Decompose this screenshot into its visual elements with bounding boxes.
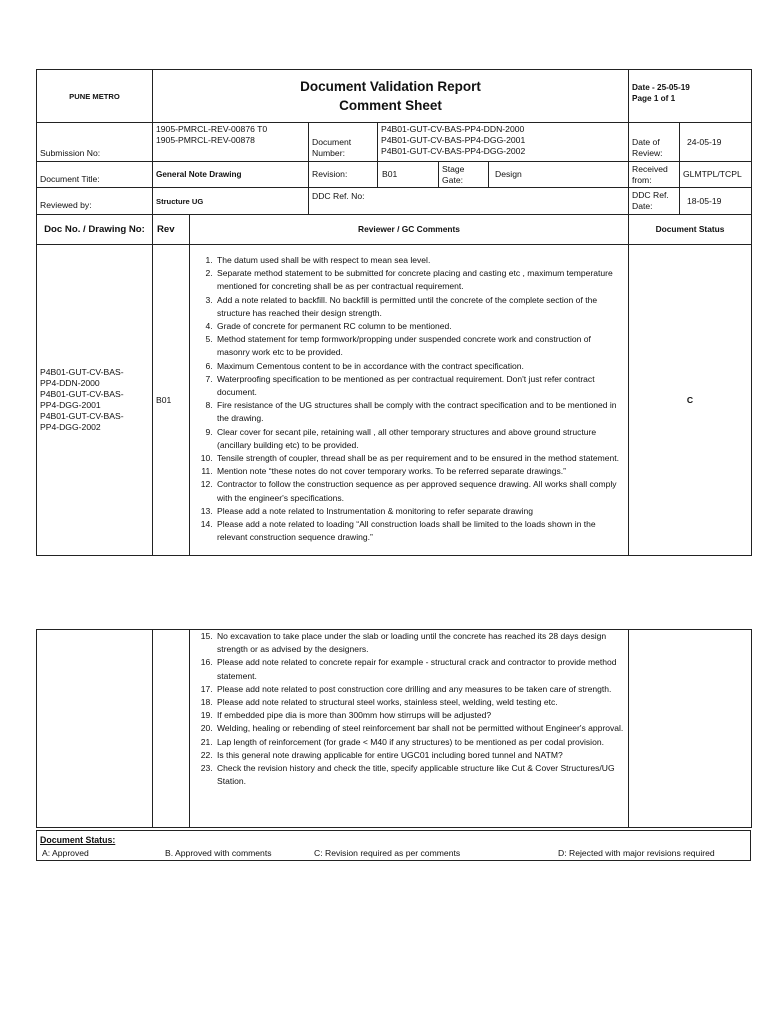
comment-item: 9. Clear cover for secant pile, retaining wall , all other temporary structures and above ground structure (ancillary building etc) to be provided. [215,426,622,452]
legend-revision-required: C: Revision required as per comments [314,848,461,858]
review-date-cell [629,123,752,162]
rev-value: B01 [153,245,190,556]
org-name: PUNE METRO [37,70,153,123]
doc-id-line: P4B01-GUT-CV-BAS- [40,367,124,377]
revision-label: Revision: [309,162,378,188]
comments-cell [190,245,629,556]
status-legend [36,830,751,861]
comment-item: 19. If embedded pipe dia is more than 300mm how stirrups will be adjusted? [215,709,625,722]
submission-value: 1905-PMRCL-REV-00878 [156,135,255,145]
ddc-ref-date-label-2: Date: [632,201,653,211]
comment-item: 6. Maximum Cementous content to be in accordance with the contract specification. [215,360,622,373]
page-number: Page 1 of 1 [632,94,676,103]
date-review-value: 24-05-19 [687,136,722,147]
comment-item: 12. Contractor to follow the construction sequence as per approved sequence drawing. All works shall comply with the engineer's specifications. [215,478,622,504]
doc-title-label: Document Title: [37,162,153,188]
comment-item: 8. Fire resistance of the UG structures shall be comply with the contract specification and to be mentioned in the drawing. [215,399,622,425]
stage-gate-label [439,162,489,188]
comments-cell-continued [190,630,629,828]
doc-id-line: PP4-DGG-2001 [40,400,101,410]
title-line-1: Document Validation Report [300,79,481,94]
doc-number: P4B01-GUT-CV-BAS-PP4-DGG-2001 [381,135,526,145]
doc-number: P4B01-GUT-CV-BAS-PP4-DDN-2000 [381,124,525,134]
doc-id-cell [37,245,153,556]
doc-title-value: General Note Drawing [153,162,309,188]
doc-id-line: P4B01-GUT-CV-BAS- [40,389,124,399]
legend-rejected: D: Rejected with major revisions required [558,848,715,858]
legend-approved-with-comments: B. Approved with comments [165,848,272,858]
status-cell-empty [629,630,752,828]
comment-item: 13. Please add a note related to Instrumentation & monitoring to refer separate drawing [215,505,622,518]
doc-numbers [378,123,629,162]
comment-item: 20. Welding, healing or rebending of steel reinforcement bar shall not be permitted without Engineer's approval. [215,722,625,735]
revision-value: B01 [378,162,439,188]
comment-item: 4. Grade of concrete for permanent RC column to be mentioned. [215,320,622,333]
continuation-table [36,629,752,828]
stage-gate-label-1: Stage [442,163,465,174]
comment-item: 17. Please add note related to post construction core drilling and any measures to be taken care of strength. [215,683,625,696]
comment-item: 10. Tensile strength of coupler, thread shall be as per requirement and to be ensured in the method statement. [215,452,622,465]
submission-values [153,123,309,162]
date-review-label-2: Review: [632,148,663,158]
ddc-ref-no-label: DDC Ref. No: [309,188,629,215]
doc-number: P4B01-GUT-CV-BAS-PP4-DGG-2002 [381,146,526,156]
status-value: C [629,245,752,556]
doc-id-line: PP4-DDN-2000 [40,378,100,388]
submission-value: 1905-PMRCL-REV-00876 T0 [156,124,268,134]
reviewed-by-label: Reviewed by: [37,188,153,215]
col-header-doc-no: Doc No. / Drawing No: [37,215,153,245]
comments-list [193,254,622,544]
date-review-label-1: Date of [632,137,660,147]
col-header-comments: Reviewer / GC Comments [190,215,629,245]
ddc-ref-date-label-1: DDC Ref. [632,190,669,200]
col-header-rev: Rev [153,215,190,245]
received-from-cell [629,162,752,188]
stage-gate-label-2: Gate: [442,174,464,185]
doc-number-label [309,123,378,162]
doc-number-label-2: Number: [312,148,345,158]
comment-item: 15. No excavation to take place under the slab or loading until the concrete has reached its 28 days design strength or as advised by the designers. [215,630,625,656]
comment-item: 18. Please add note related to structural steel works, stainless steel, welding, weld testing etc. [215,696,625,709]
comment-item: 14. Please add a note related to loading “All construction loads shall be limited to the loads shown in the relevant construction sequence drawing.” [215,518,622,544]
report-title [153,70,629,123]
ddc-ref-date-value: 18-05-19 [687,195,722,206]
reviewed-by-value: Structure UG [153,188,309,215]
comment-item: 3. Add a note related to backfill. No backfill is permitted until the concrete of the complete section of the structure has reached their design strength. [215,294,622,320]
comment-item: 22. Is this general note drawing applicable for entire UGC01 including bored tunnel and NATM? [215,749,625,762]
date-review-label [629,123,680,161]
validation-report-table [36,69,752,556]
legend-title: Document Status: [40,835,116,845]
comment-item: 23. Check the revision history and check the title, specify applicable structure like Cut & Cover Structures/UG Station. [215,762,625,788]
comments-list-continued [193,630,625,788]
legend-approved: A: Approved [42,848,89,858]
rev-cell-empty [153,630,190,828]
date-page-cell [629,70,752,123]
comment-item: 21. Lap length of reinforcement (for grade < M40 if any structures) to be mentioned as per codal provision. [215,736,625,749]
doc-id-line: PP4-DGG-2002 [40,422,101,432]
ddc-ref-date-label [629,188,680,214]
received-label-2: from: [632,174,652,185]
col-header-status: Document Status [629,215,752,245]
comment-item: 11. Mention note “these notes do not cover temporary works. To be referred separate drawings.” [215,465,622,478]
report-date: Date - 25-05-19 [632,83,690,92]
ddc-ref-date-cell [629,188,752,215]
doc-id-cell-empty [37,630,153,828]
comment-item: 16. Please add note related to concrete repair for example - structural crack and contractor to provide method statement. [215,656,625,682]
doc-number-label-1: Document [312,137,352,147]
received-label [629,162,680,187]
comment-item: 7. Waterproofing specification to be mentioned as per contractual requirement. Don't just refer contract document. [215,373,622,399]
received-from-value: GLMTPL/TCPL [683,169,742,179]
received-label-1: Received [632,163,668,174]
submission-label: Submission No: [37,123,153,162]
comment-item: 5. Method statement for temp formwork/propping under suspended concrete work and construction of masonry work etc to be provided. [215,333,622,359]
comment-item: 2. Separate method statement to be submitted for concrete placing and casting etc , maximum temperature mentioned for concreting shall be as per contractual requirement. [215,267,622,293]
doc-id-line: P4B01-GUT-CV-BAS- [40,411,124,421]
stage-gate-value: Design [489,162,629,188]
comment-item: 1. The datum used shall be with respect to mean sea level. [215,254,622,267]
title-line-2: Comment Sheet [339,98,442,113]
